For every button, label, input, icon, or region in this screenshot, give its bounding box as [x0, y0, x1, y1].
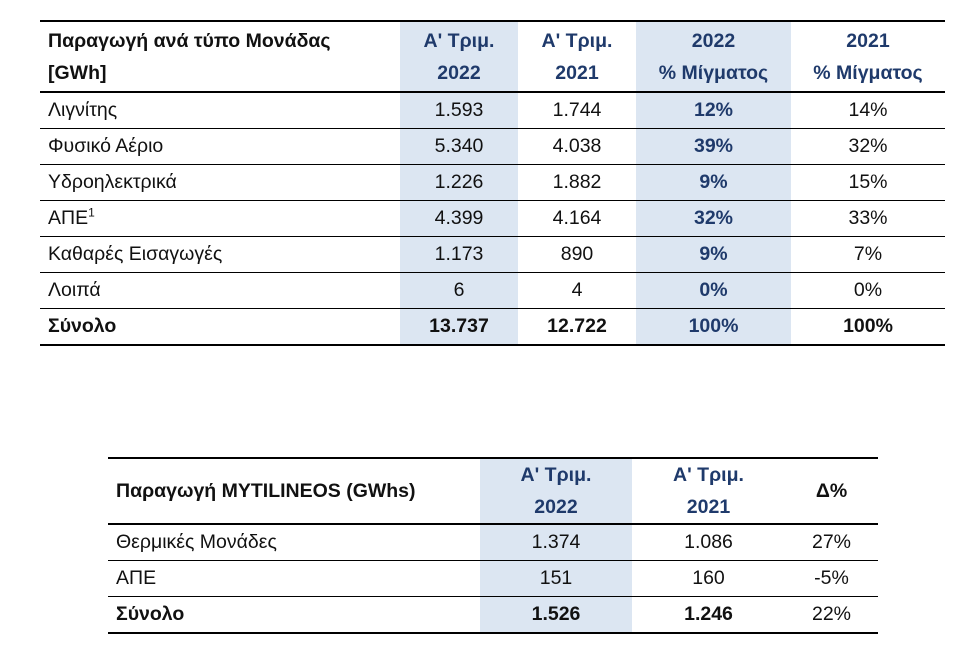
cell-delta: -5% [785, 561, 878, 597]
cell-mix-2021: 32% [791, 129, 945, 165]
cell-mix-2021: 14% [791, 92, 945, 129]
table-row [40, 237, 945, 273]
cell-mix-2021: 33% [791, 201, 945, 237]
total-row [108, 597, 878, 634]
cell-q1-2022: 4.399 [400, 201, 518, 237]
cell-mix-2022: 39% [636, 129, 791, 165]
cell-mix-2022: 12% [636, 92, 791, 129]
cell-q1-2021: 4.164 [518, 201, 636, 237]
cell-q1-2022: 1.226 [400, 165, 518, 201]
row-label: Λοιπά [40, 273, 400, 309]
total-label: Σύνολο [48, 315, 117, 337]
cell-q1-2021: 1.744 [518, 92, 636, 129]
cell-mix-2021: 7% [791, 237, 945, 273]
col-header-mix-2021: 2021 % Μίγματος [813, 29, 923, 84]
table-header-row [40, 21, 945, 92]
col-header-q1-2022: Α' Τριμ. 2022 [400, 21, 518, 92]
cell-q1-2021: 4 [518, 273, 636, 309]
row-label: Λιγνίτης [40, 92, 400, 129]
cell-q1-2021: 4.038 [518, 129, 636, 165]
total-q1-2022: 13.737 [400, 309, 518, 346]
cell-q1-2022: 6 [400, 273, 518, 309]
col-header-delta: Δ% [815, 480, 848, 502]
table-row [40, 273, 945, 309]
cell-mix-2022: 32% [636, 201, 791, 237]
cell-q1-2022: 5.340 [400, 129, 518, 165]
table-title: Παραγωγή ανά τύπο Μονάδας [GWh] [48, 29, 331, 84]
col-header-q1-2021: Α' Τριμ. 2021 [673, 464, 744, 518]
generation-by-unit-type-table [40, 20, 945, 346]
cell-q1-2022: 1.593 [400, 92, 518, 129]
table-row [40, 92, 945, 129]
col-header-mix-2022: 2022 % Μίγματος [636, 21, 791, 92]
table-row [40, 201, 945, 237]
total-delta: 22% [811, 603, 852, 625]
total-q1-2021: 12.722 [547, 315, 607, 337]
cell-q1-2021: 1.882 [518, 165, 636, 201]
cell-q1-2021: 160 [632, 561, 785, 597]
table-header-row [108, 458, 878, 524]
cell-mix-2021: 0% [791, 273, 945, 309]
total-row [40, 309, 945, 346]
table-row [108, 561, 878, 597]
row-label: Φυσικό Αέριο [40, 129, 400, 165]
row-label: ΑΠΕ$^1$ [40, 201, 400, 237]
cell-mix-2022: 9% [636, 165, 791, 201]
row-label: Υδροηλεκτρικά [40, 165, 400, 201]
cell-mix-2022: 0% [636, 273, 791, 309]
table-row [108, 524, 878, 561]
mytilineos-generation-table [108, 457, 878, 634]
total-label: Σύνολο [116, 603, 185, 625]
total-mix-2021: 100% [843, 315, 893, 337]
footnote-marker: 1 [88, 205, 95, 220]
table-row [40, 165, 945, 201]
row-label: Καθαρές Εισαγωγές [40, 237, 400, 273]
row-label: Θερμικές Μονάδες [108, 524, 480, 561]
cell-q1-2022: 1.173 [400, 237, 518, 273]
cell-q1-2021: 1.086 [632, 524, 785, 561]
row-label: ΑΠΕ [108, 561, 480, 597]
cell-delta: 27% [785, 524, 878, 561]
cell-mix-2022: 9% [636, 237, 791, 273]
cell-q1-2022: 151 [480, 561, 632, 597]
cell-q1-2021: 890 [518, 237, 636, 273]
total-mix-2022: 100% [636, 309, 791, 346]
table-row [40, 129, 945, 165]
cell-q1-2022: 1.374 [480, 524, 632, 561]
total-q1-2021: 1.246 [684, 603, 733, 625]
cell-mix-2021: 15% [791, 165, 945, 201]
col-header-q1-2022: Α' Τριμ. 2022 [480, 458, 632, 524]
col-header-q1-2021: Α' Τριμ. 2021 [541, 29, 613, 84]
total-q1-2022: 1.526 [480, 597, 632, 634]
table-title: Παραγωγή MYTILINEOS (GWhs) [116, 480, 416, 502]
